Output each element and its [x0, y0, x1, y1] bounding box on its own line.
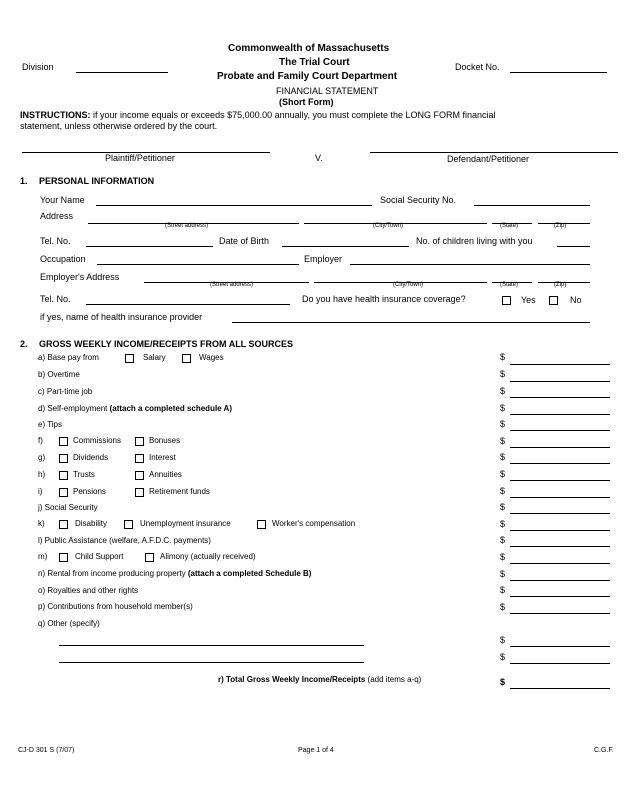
- section2-title: GROSS WEEKLY INCOME/RECEIPTS FROM ALL SOURCES: [39, 339, 294, 349]
- cgf-label: C.G.F.: [594, 747, 614, 754]
- amount-i-field[interactable]: [510, 497, 610, 498]
- child-support-checkbox[interactable]: [59, 553, 68, 562]
- disability-checkbox[interactable]: [59, 520, 68, 529]
- item-a-label: a) Base pay from: [38, 353, 99, 362]
- item-e-label: e) Tips: [38, 420, 63, 429]
- your-name-field[interactable]: [96, 205, 372, 206]
- dollar-l: $: [500, 535, 506, 545]
- division-field[interactable]: [76, 72, 168, 73]
- item-b-label: b) Overtime: [38, 370, 80, 379]
- dollar-i: $: [500, 486, 506, 496]
- page-number: Page 1 of 4: [298, 747, 334, 754]
- item-i-label: i): [38, 487, 43, 496]
- children-field[interactable]: [557, 246, 590, 247]
- trusts-label: Trusts: [73, 470, 95, 479]
- item-d-label: d) Self-employment (attach a completed schedule A): [38, 404, 232, 413]
- unemployment-label: Unemployment insurance: [140, 519, 231, 528]
- item-l-label: l) Public Assistance (welfare, A.F.D.C. payments): [38, 536, 211, 545]
- docket-label: Docket No.: [455, 62, 500, 72]
- form-subtitle: (Short Form): [279, 97, 334, 107]
- amount-f-field[interactable]: [510, 447, 610, 448]
- item-c-label: c) Part-time job: [38, 387, 93, 396]
- amount-a-field[interactable]: [510, 364, 610, 365]
- commissions-label: Commissions: [73, 436, 122, 445]
- amount-e-field[interactable]: [510, 430, 610, 431]
- amount-q1-field[interactable]: [510, 646, 610, 647]
- dollar-n: $: [500, 569, 506, 579]
- defendant-field[interactable]: [370, 152, 618, 153]
- amount-h-field[interactable]: [510, 480, 610, 481]
- instructions-cont: statement, unless otherwise ordered by the court.: [20, 121, 218, 131]
- amount-j-field[interactable]: [510, 513, 610, 514]
- item-q-label: q) Other (specify): [38, 619, 100, 628]
- tel-label: Tel. No.: [40, 236, 71, 246]
- amount-o-field[interactable]: [510, 596, 610, 597]
- child-support-label: Child Support: [75, 552, 124, 561]
- amount-c-field[interactable]: [510, 397, 610, 398]
- ssn-label: Social Security No.: [380, 195, 457, 205]
- division-label: Division: [22, 62, 54, 72]
- employer-zip-caption: (Zip): [554, 282, 567, 288]
- employer-state-caption: (State): [500, 282, 519, 288]
- dollar-e: $: [500, 419, 506, 429]
- dob-label: Date of Birth: [219, 236, 270, 246]
- unemployment-checkbox[interactable]: [124, 520, 133, 529]
- commissions-checkbox[interactable]: [59, 437, 68, 446]
- employer-label: Employer: [304, 254, 343, 264]
- health-yes-label: Yes: [521, 295, 536, 305]
- dollar-k: $: [500, 519, 506, 529]
- dollar-b: $: [500, 369, 506, 379]
- salary-checkbox[interactable]: [125, 354, 134, 363]
- court-name: Commonwealth of Massachusetts: [228, 43, 390, 54]
- annuities-checkbox[interactable]: [135, 471, 144, 480]
- amount-q2-field[interactable]: [510, 663, 610, 664]
- interest-checkbox[interactable]: [135, 454, 144, 463]
- other-specify-field-2[interactable]: [59, 662, 364, 663]
- plaintiff-label: Plaintiff/Petitioner: [105, 153, 175, 163]
- trusts-checkbox[interactable]: [59, 471, 68, 480]
- retirement-label: Retirement funds: [149, 487, 210, 496]
- item-m-label: m): [38, 552, 48, 561]
- street-caption: (Street address): [165, 223, 209, 229]
- alimony-checkbox[interactable]: [145, 553, 154, 562]
- item-r-label: r) Total Gross Weekly Income/Receipts (add items a-q): [218, 675, 422, 684]
- tel2-label: Tel. No.: [40, 294, 71, 304]
- dollar-a: $: [500, 352, 506, 362]
- item-j-label: j) Social Security: [38, 503, 98, 512]
- health-no-checkbox[interactable]: [549, 296, 558, 305]
- dob-field[interactable]: [282, 246, 409, 247]
- wages-label: Wages: [199, 353, 224, 362]
- dollar-f: $: [500, 436, 506, 446]
- item-k-label: k): [38, 519, 45, 528]
- dollar-p: $: [500, 602, 506, 612]
- health-label: Do you have health insurance coverage?: [302, 294, 466, 304]
- your-name-label: Your Name: [40, 195, 85, 205]
- dollar-j: $: [500, 502, 506, 512]
- workers-comp-label: Worker's compensation: [272, 519, 356, 528]
- amount-n-field[interactable]: [510, 580, 610, 581]
- dollar-d: $: [500, 403, 506, 413]
- occupation-field[interactable]: [97, 264, 299, 265]
- address-label: Address: [40, 211, 74, 221]
- salary-label: Salary: [143, 353, 166, 362]
- item-h-label: h): [38, 470, 46, 479]
- dollar-c: $: [500, 386, 506, 396]
- amount-p-field[interactable]: [510, 613, 610, 614]
- section1-number: 1.: [20, 176, 28, 186]
- annuities-label: Annuities: [149, 470, 182, 479]
- children-label: No. of children living with you: [416, 236, 533, 246]
- pensions-label: Pensions: [73, 487, 106, 496]
- employer-address-label: Employer's Address: [40, 272, 120, 282]
- health-yes-checkbox[interactable]: [502, 296, 511, 305]
- item-n-label: n) Rental from income producing property (attach a completed Schedule B): [38, 569, 312, 578]
- section1-title: PERSONAL INFORMATION: [39, 176, 155, 186]
- dividends-checkbox[interactable]: [59, 454, 68, 463]
- employer-street-caption: (Street address): [210, 282, 254, 288]
- state-caption: (State): [500, 223, 519, 229]
- occupation-label: Occupation: [40, 254, 86, 264]
- dollar-g: $: [500, 452, 506, 462]
- provider-field[interactable]: [232, 322, 590, 323]
- item-p-label: p) Contributions from household member(s): [38, 602, 193, 611]
- amount-l-field[interactable]: [510, 546, 610, 547]
- amount-b-field[interactable]: [510, 381, 610, 382]
- employer-city-caption: (City/Town): [393, 282, 424, 288]
- provider-label: if yes, name of health insurance provider: [40, 312, 203, 322]
- retirement-checkbox[interactable]: [135, 488, 144, 497]
- defendant-label: Defendant/Petitioner: [447, 154, 530, 164]
- dollar-h: $: [500, 469, 506, 479]
- disability-label: Disability: [75, 519, 108, 528]
- tel2-field[interactable]: [86, 304, 290, 305]
- alimony-label: Alimony (actually received): [160, 552, 256, 561]
- dollar-r: $: [500, 677, 506, 687]
- other-specify-field-1[interactable]: [59, 645, 364, 646]
- department: Probate and Family Court Department: [217, 71, 398, 82]
- employer-field[interactable]: [350, 264, 590, 265]
- amount-r-field[interactable]: [510, 688, 610, 689]
- ssn-field[interactable]: [474, 205, 590, 206]
- tel-field[interactable]: [86, 246, 213, 247]
- dollar-q1: $: [500, 635, 506, 645]
- amount-m-field[interactable]: [510, 563, 610, 564]
- health-no-label: No: [570, 295, 582, 305]
- city-caption: (City/Town): [373, 223, 404, 229]
- docket-field[interactable]: [510, 72, 607, 73]
- bonuses-label: Bonuses: [149, 436, 181, 445]
- dividends-label: Dividends: [73, 453, 109, 462]
- amount-g-field[interactable]: [510, 463, 610, 464]
- amount-k-field[interactable]: [510, 530, 610, 531]
- item-o-label: o) Royalties and other rights: [38, 586, 139, 595]
- wages-checkbox[interactable]: [182, 354, 191, 363]
- form-number: CJ-D 301 S (7/07): [18, 747, 75, 754]
- workers-comp-checkbox[interactable]: [257, 520, 266, 529]
- pensions-checkbox[interactable]: [59, 488, 68, 497]
- dollar-o: $: [500, 585, 506, 595]
- trial-court: The Trial Court: [279, 57, 350, 68]
- instructions: INSTRUCTIONS: if your income equals or exceeds $75,000.00 annually, you must complete the LONG FORM financial: [20, 110, 496, 120]
- interest-label: Interest: [149, 453, 176, 462]
- bonuses-checkbox[interactable]: [135, 437, 144, 446]
- section2-number: 2.: [20, 339, 28, 349]
- amount-d-field[interactable]: [510, 414, 610, 415]
- form-title: FINANCIAL STATEMENT: [276, 86, 379, 96]
- dollar-m: $: [500, 552, 506, 562]
- versus-label: V.: [315, 153, 323, 163]
- item-g-label: g): [38, 453, 46, 462]
- item-f-label: f): [38, 436, 43, 445]
- dollar-q2: $: [500, 652, 506, 662]
- zip-caption: (Zip): [554, 223, 567, 229]
